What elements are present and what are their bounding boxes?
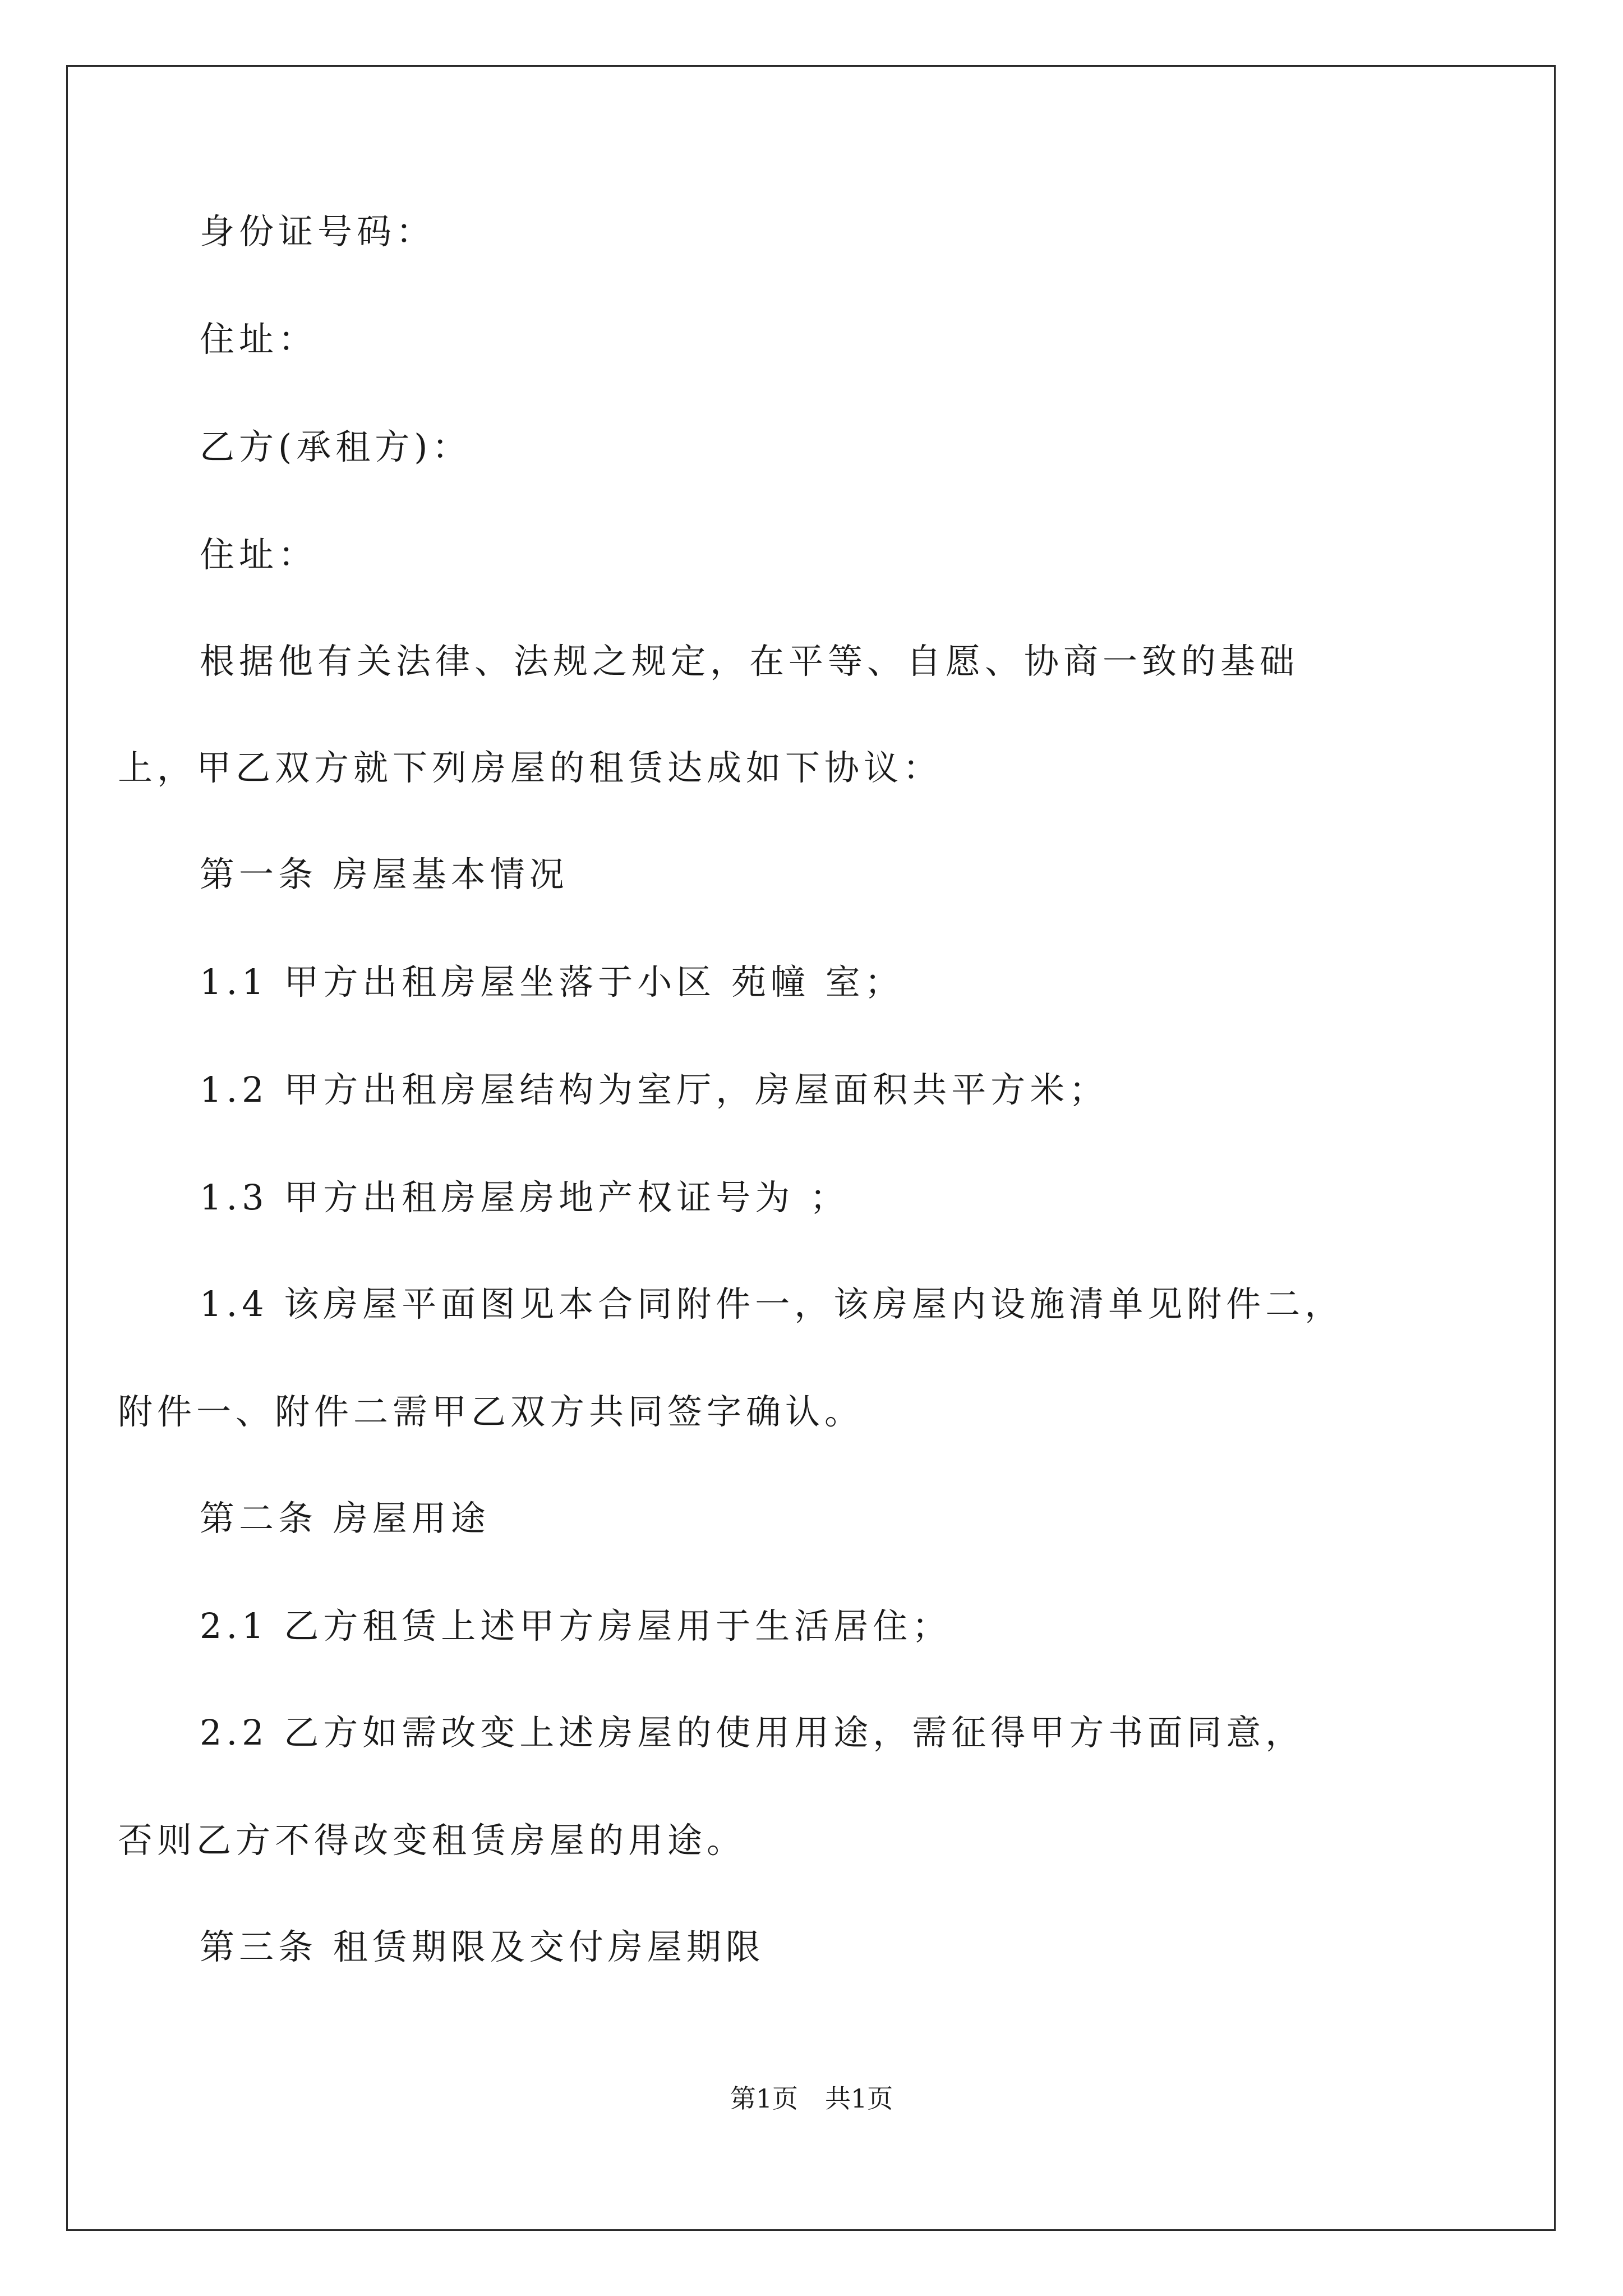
preamble-line-1: 根据他有关法律、法规之规定，在平等、自愿、协商一致的基础	[200, 641, 1299, 682]
clause-1-2: 1.2 甲方出租房屋结构为室厅，房屋面积共平方米；	[200, 1069, 1109, 1110]
clause-1-3: 1.3 甲方出租房屋房地产权证号为 ；	[200, 1177, 850, 1218]
clause-2-1: 2.1 乙方租赁上述甲方房屋用于生活居住；	[200, 1605, 952, 1646]
clause-2-2-line-1: 2.2 乙方如需改变上述房屋的使用用途，需征得甲方书面同意，	[200, 1712, 1305, 1753]
page-number-current: 第1页	[730, 2083, 798, 2114]
clause-1-1: 1.1 甲方出租房屋坐落于小区 苑幢 室；	[200, 961, 904, 1002]
page-border	[66, 65, 1556, 2231]
article-3-heading: 第三条 租赁期限及交付房屋期限	[200, 1926, 765, 1967]
address-label-2: 住址：	[200, 534, 318, 575]
address-label-1: 住址：	[200, 319, 318, 360]
clause-1-4-line-2: 附件一、附件二需甲乙双方共同签字确认。	[118, 1391, 864, 1432]
page-footer	[0, 2085, 1623, 2113]
article-2-heading: 第二条 房屋用途	[200, 1498, 490, 1539]
preamble-line-2: 上，甲乙双方就下列房屋的租赁达成如下协议：	[118, 747, 943, 788]
id-number-label: 身份证号码：	[200, 211, 436, 252]
article-1-heading: 第一条 房屋基本情况	[200, 854, 569, 895]
page-number-total: 共1页	[825, 2083, 893, 2114]
clause-1-4-line-1: 1.4 该房屋平面图见本合同附件一，该房屋内设施清单见附件二，	[200, 1283, 1344, 1324]
party-b-label: 乙方(承租方)：	[200, 426, 472, 467]
clause-2-2-line-2: 否则乙方不得改变租赁房屋的用途。	[118, 1820, 746, 1861]
